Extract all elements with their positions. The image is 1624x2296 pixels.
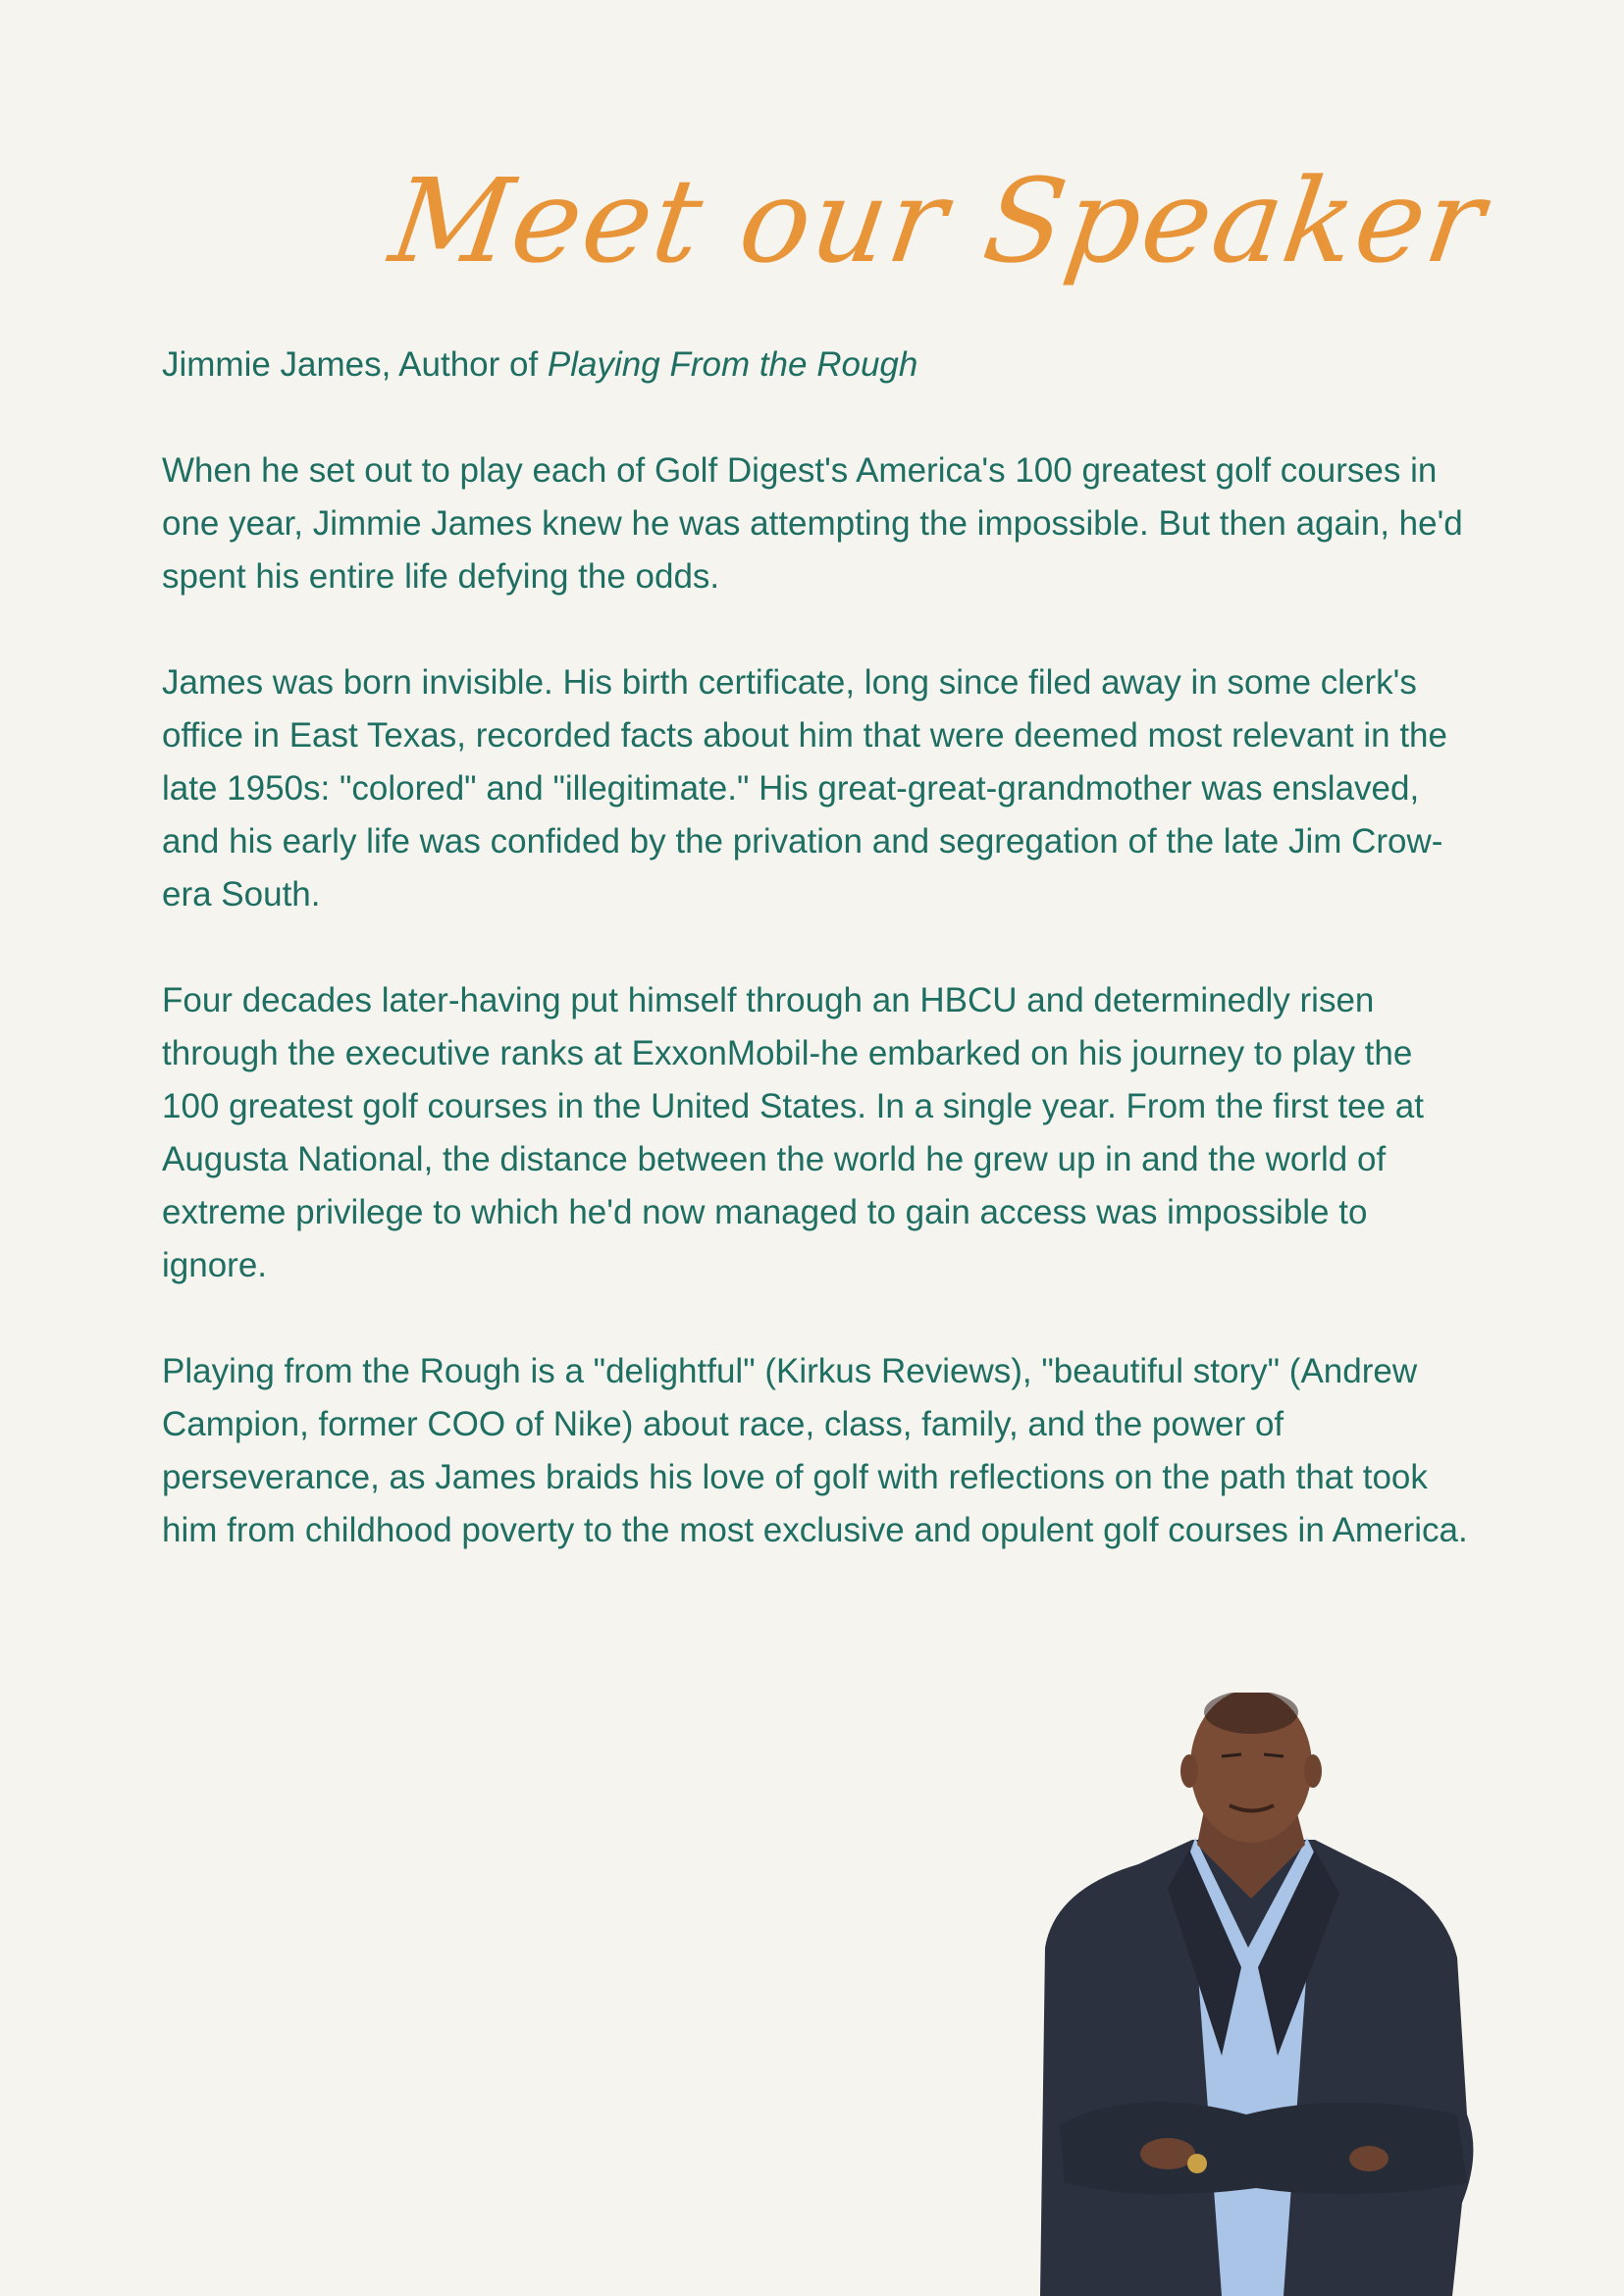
speaker-arms: [1060, 2102, 1467, 2194]
bio-paragraph-4: Playing from the Rough is a "delightful" (Kirkus Reviews), "beautiful story" (Andrew Campion, former COO of Nike) about race, class, family, and the power of perseverance, as James braids his love of golf with reflections on the path that took him from childhood poverty to the most exclusive and opulent golf courses in America.: [162, 1352, 1468, 1549]
speaker-name-text: Jimmie James, Author of: [162, 345, 548, 384]
watch-icon: [1187, 2154, 1207, 2173]
bio-paragraph-3: Four decades later-having put himself through an HBCU and determinedly risen through the executive ranks at ExxonMobil-he embarked on his journey to play the 100 greatest golf courses in the United States. In a single year. From the first tee at Augusta National, the distance between the world he grew up in and the world of extreme privilege to which he'd now managed to gain access was impossible to ignore.: [162, 981, 1424, 1284]
speaker-subtitle: [162, 339, 1477, 391]
speaker-bio: [162, 339, 1477, 1610]
page-title: Meet our Speaker: [383, 153, 1494, 288]
bio-paragraph-1: When he set out to play each of Golf Digest's America's 100 greatest golf courses in one year, Jimmie James knew he was attempting the impossible. But then again, he'd spent his entire life defying the odds.: [162, 451, 1463, 596]
bio-paragraph-2: James was born invisible. His birth certificate, long since filed away in some clerk's office in East Texas, recorded facts about him that were deemed most relevant in the late 1950s: "colored" and "illegitimate." His great-great-grandmother was enslaved, and his early life was confided by the privation and segregation of the late Jim Crow-era South.: [162, 663, 1447, 913]
book-title: Playing From the Rough: [547, 345, 918, 384]
speaker-photo: [1021, 1693, 1482, 2296]
